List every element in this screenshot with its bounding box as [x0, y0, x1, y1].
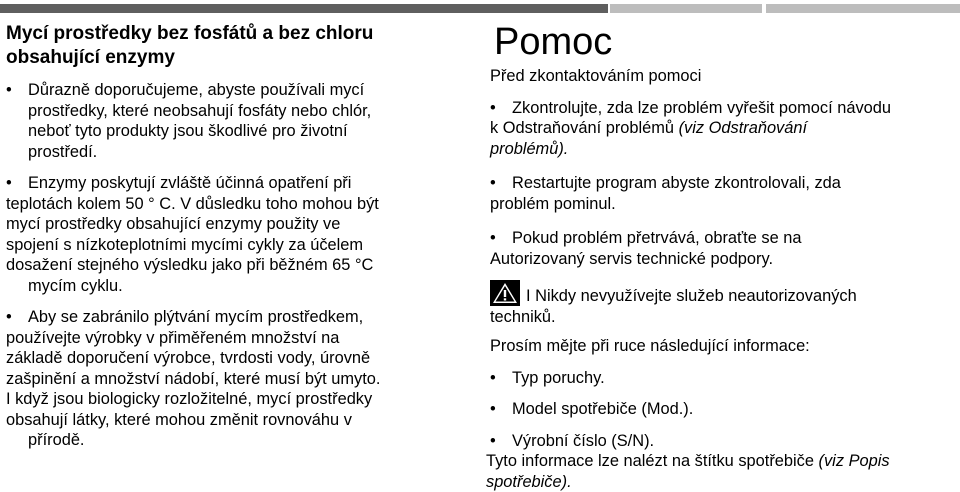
- bullet: •: [6, 81, 12, 99]
- bullet: •: [490, 400, 496, 418]
- info-item-3: • Výrobní číslo (S/N).: [490, 431, 655, 450]
- help-intro: Před zkontaktováním pomoci: [490, 67, 702, 85]
- detergent-item-1: • Důrazně doporučujeme, abyste používali mycí prostředky, které neobsahují fosfáty nebo chlór, neboť tyto produkty jsou škodlivé pro životní prostředí.: [6, 81, 372, 161]
- detergent-item-2: • Enzymy poskytují zvláště účinná opatření při teplotách kolem 50 ° C. V důsledku toho mohou být mycí prostředky obsahující enzymy použity ve spojení s nízkoteplotními mycími cykly za účelem dosažení stejného výsledku jako při běžném 65 °C mycím cyklu.: [6, 174, 379, 295]
- warning-note: I Nikdy nevyužívejte služeb neautorizovaných techniků.: [490, 280, 952, 327]
- check-item-3: • Pokud problém přetrvává, obraťte se na Autorizovaný servis technické podpory.: [490, 229, 802, 268]
- detergents-section: [6, 22, 464, 451]
- help-section: [486, 21, 952, 492]
- info-intro: Prosím mějte při ruce následující informace:: [490, 337, 810, 355]
- check-item-2: • Restartujte program abyste zkontrolovali, zda problém pominul.: [490, 174, 841, 213]
- bullet: •: [490, 229, 496, 247]
- warning-triangle-icon: [490, 280, 520, 306]
- detergent-item-3: • Aby se zabránilo plýtvání mycím prostředkem, používejte výrobky v přiměřeném množství na základě doporučení výrobce, tvrdosti vody, úrovně zašpinění a množství nádobí, které musí být umyto. I když jsou biologicky rozložitelné, mycí prostředky obsahují látky, které mohou změnit rovnováhu v přírodě.: [6, 308, 381, 449]
- bullet: •: [490, 174, 496, 192]
- bullet: •: [6, 308, 12, 326]
- detergents-title: Mycí prostředky bez fosfátů a bez chloru obsahující enzymy: [6, 23, 374, 68]
- bullet: •: [490, 368, 496, 387]
- bullet: •: [490, 431, 496, 450]
- help-title: Pomoc: [494, 21, 613, 63]
- header-bar-left: [0, 4, 608, 13]
- label-location-note: Tyto informace lze nalézt na štítku spotřebiče (viz Popis spotřebiče).: [486, 452, 890, 491]
- info-item-1: • Typ poruchy.: [490, 368, 605, 387]
- check-item-1: • Zkontrolujte, zda lze problém vyřešit pomocí návodu k Odstraňování problémů (viz Odstraňování problémů).: [490, 98, 891, 158]
- bullet: •: [490, 98, 496, 117]
- bullet: •: [6, 174, 12, 192]
- header-bar-right: [610, 4, 960, 13]
- info-item-2: • Model spotřebiče (Mod.).: [490, 400, 694, 418]
